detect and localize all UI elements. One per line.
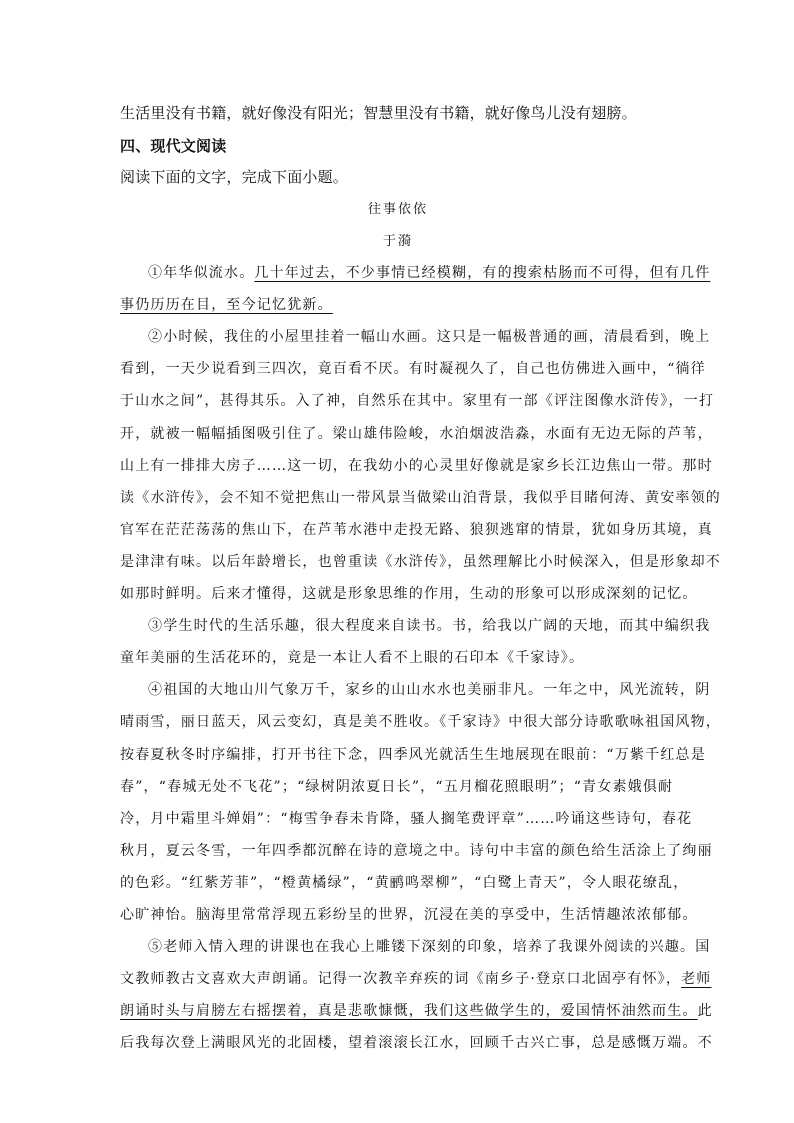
line-text: 如那时鲜明。后来才懂得，这就是形象思维的作用，生动的形象可以形成深刻的记忆。: [120, 586, 698, 602]
article-line: [120, 1032, 713, 1052]
article-line: [120, 808, 693, 828]
article-line: [148, 679, 711, 699]
line-text: ③学生时代的生活乐趣，很大程度来自读书。书，给我以广阔的天地，而其中编织我: [148, 618, 711, 635]
line-text: 官军在茫茫荡荡的焦山下，在芦苇水港中走投无路、狼狈逃窜的情景，犹如身历其境，真: [120, 521, 713, 538]
line-text: 是津津有味。以后年龄增长，也曾重读《水浒传》，虽然理解比小时候深入，但是形象却不: [120, 553, 721, 570]
article-line: [120, 744, 706, 764]
instruction-text: 阅读下面的文字，完成下面小题。: [120, 168, 349, 186]
line-text: 后我每次登上满眼风光的北固楼，望着滚滚长江水，回顾千古兴亡事，总是感慨万端。不: [120, 1035, 713, 1052]
line-text: 文教师教古文喜欢大声朗诵。记得一次教辛弃疾的词《南乡子·登京口北固亭有怀》，: [120, 971, 682, 988]
underlined-text: 事仍历历在目，至今记忆犹新。: [120, 297, 333, 314]
line-text: 心旷神怡。脑海里常常浮现五彩纷呈的世界，沉浸在美的享受中，生活情趣浓浓郁郁。: [120, 907, 698, 923]
article-title: 往事依依: [367, 202, 428, 217]
article-line: [120, 487, 721, 507]
article-line: [148, 262, 711, 282]
article-line: [148, 326, 711, 346]
article-line: [120, 519, 713, 539]
article-line: [120, 358, 706, 378]
article-line: [148, 615, 711, 635]
article-line: [120, 776, 676, 796]
line-text: ⑤老师入情入理的讲课也在我心上雕镂下深刻的印象，培养了我课外阅读的兴趣。国: [148, 939, 711, 956]
article-line: [120, 551, 721, 571]
article-line: [120, 294, 676, 314]
line-text: 秋月，夏云冬雪，一年四季都沉醉在诗的意境之中。诗句中丰富的颜色给生活涂上了绚丽: [120, 842, 713, 859]
line-text: 晴雨雪，丽日蓝天，风云变幻，真是美不胜收。《千家诗》中很大部分诗歌歌咏祖国风物，: [120, 714, 721, 731]
article-line: [120, 390, 715, 410]
article-line: [120, 968, 712, 988]
line-text: 看到，一天少说看到三四次，竟百看不厌。有时凝视久了，自己也仿佛进入画中，“徜徉: [120, 361, 706, 378]
line-text: ④祖国的大地山川气象万千，家乡的山山水水也美丽非凡。一年之中，风光流转，阴: [148, 682, 711, 699]
line-text: 春”，“春城无处不飞花”；“绿树阴浓夏日长”，“五月榴花照眼明”；“青女素娥俱耐: [120, 778, 674, 795]
section-heading: 四、现代文阅读: [120, 137, 227, 155]
line-text: 按春夏秋冬时序编排，打开书往下念，四季风光就活生生地展现在眼前：“万紫千红总是: [120, 746, 706, 763]
article-line: [120, 711, 721, 731]
article-line: [120, 583, 698, 603]
line-text: 童年美丽的生活花环的，竟是一本让人看不上眼的石印本《千家诗》。: [120, 650, 585, 667]
line-text: 的色彩。“红紫芳菲”，“橙黄橘绿”，“黄鹂鸣翠柳”，“白鹭上青天”，令人眼花缭乱，: [120, 874, 689, 891]
line-text: ①年华似流水。: [148, 265, 255, 281]
article-line: [120, 1000, 713, 1020]
article-author: 于漪: [382, 234, 413, 249]
intro-sentence: 生活里没有书籍，就好像没有阳光；智慧里没有书籍，就好像鸟儿没有翅膀。: [120, 104, 637, 122]
underlined-text: 几十年过去，不少事情已经模糊，有的搜索枯肠而不可得，但有几件: [254, 265, 711, 281]
line-text: 于山水之间”，甚得其乐。入了神，自然乐在其中。家里有一部《评注图像水浒传》，一打: [120, 393, 715, 410]
line-text: 开，就被一幅幅插图吸引住了。梁山雄伟险峻，水泊烟波浩淼，水面有无边无际的芦苇，: [120, 425, 713, 442]
underlined-text: 老师: [681, 971, 712, 988]
article-line: [148, 936, 711, 956]
line-text: ②小时候，我住的小屋里挂着一幅山水画。这只是一幅极普通的画，清晨看到，晚上: [148, 329, 711, 346]
article-line: [120, 455, 713, 475]
article-line: [120, 904, 698, 924]
line-text: 读《水浒传》，会不知不觉把焦山一带风景当做梁山泊背景，我似乎目睹何涛、黄安率领的: [120, 489, 721, 506]
line-text: 冷，月中霜里斗婵娟”：“梅雪争春未肯降，骚人搁笔费评章”……吟诵这些诗句，春花: [120, 810, 693, 827]
article-line: [120, 872, 689, 892]
article-line: [120, 647, 676, 667]
line-text-tail: 此: [697, 1003, 713, 1020]
article-line: [120, 840, 713, 860]
line-text: 山上有一排排大房子……这一切，在我幼小的心灵里好像就是家乡长江边焦山一带。那时: [120, 457, 713, 474]
underlined-text: 朗诵时头与肩膀左右摇摆着，真是悲歌慷慨，我们这些做学生的，爱国情怀油然而生。: [120, 1003, 698, 1020]
article-line: [120, 423, 713, 443]
